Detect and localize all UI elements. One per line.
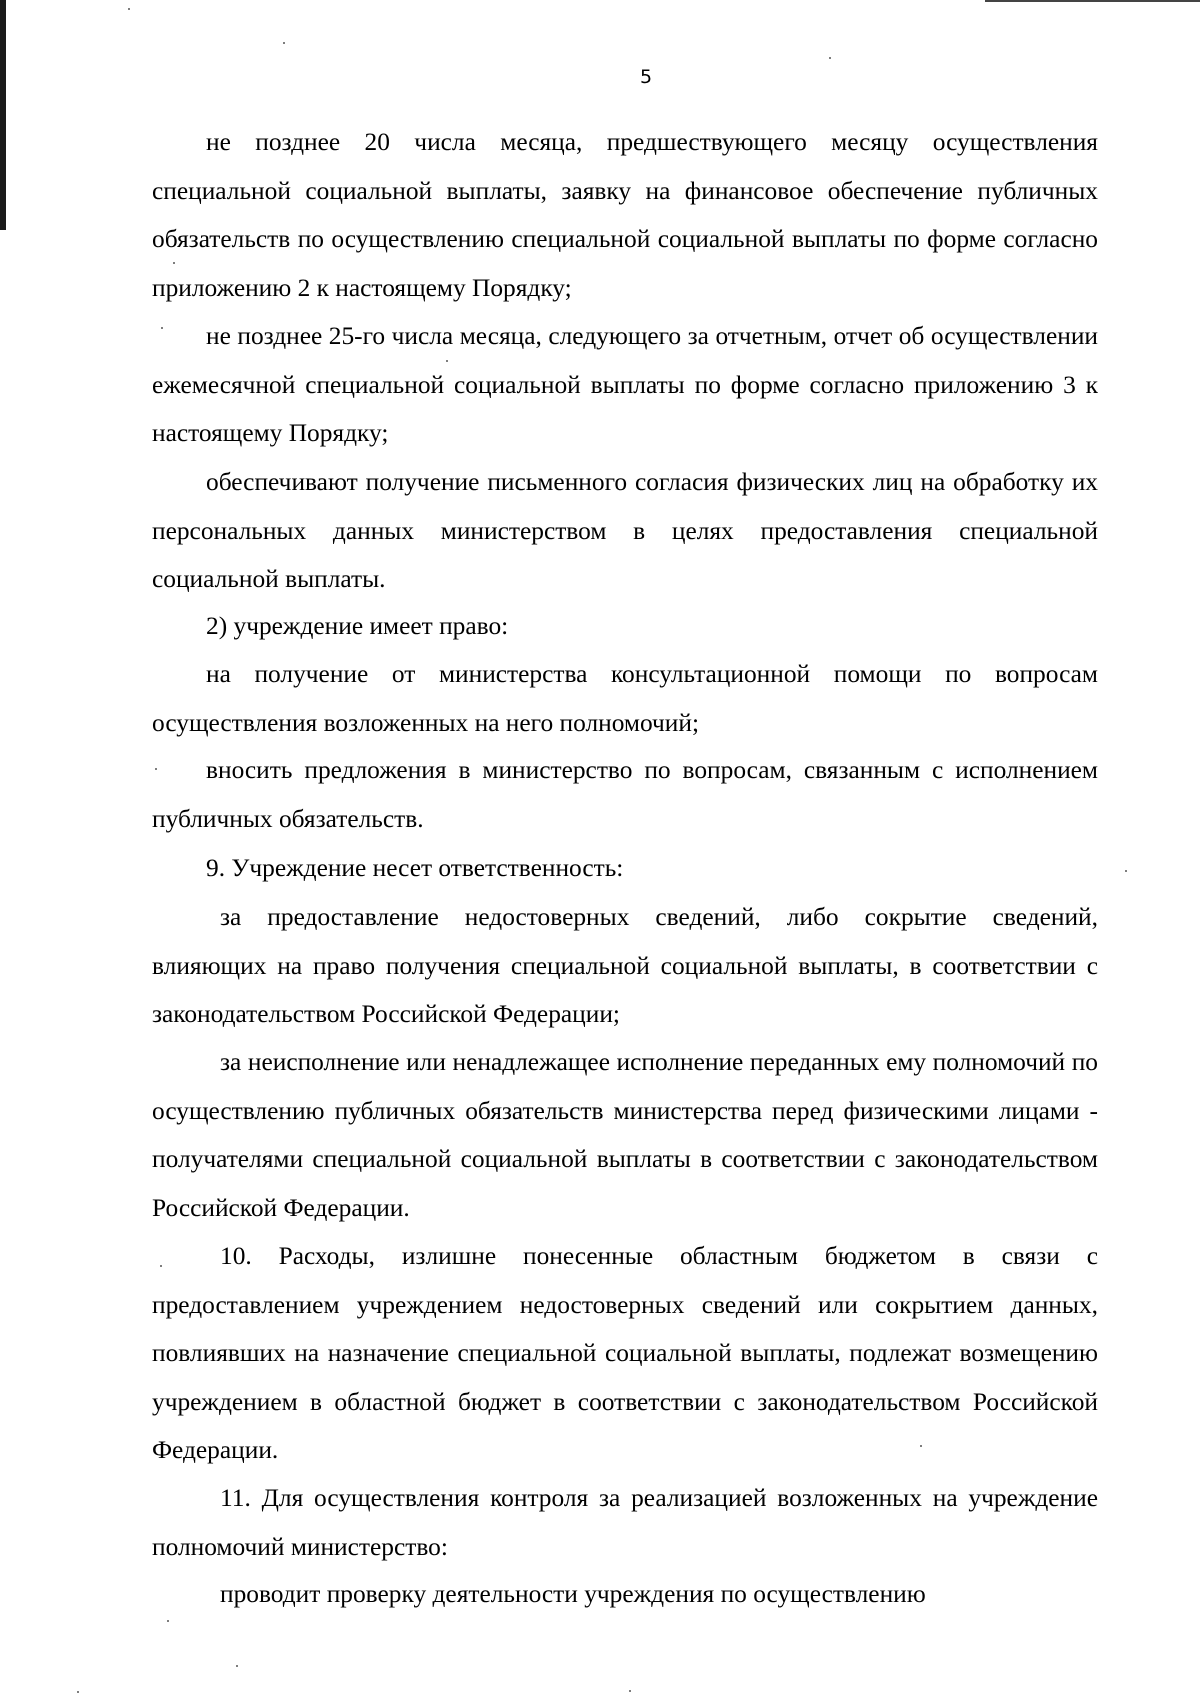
- scan-speck: [167, 1620, 169, 1622]
- paragraph-11: 11. Для осуществления контроля за реализацией возложенных на учреждение полномочий министерство:: [152, 1484, 1098, 1561]
- paragraph-12: проводит проверку деятельности учреждения по осуществлению: [220, 1580, 926, 1608]
- paragraph-1: не позднее 20 числа месяца, предшествующего месяцу осуществления специальной социальной выплаты, заявку на финансовое обеспечение публичных обязательств по осуществлению специальной социальной выплаты по форме согласно приложению 2 к настоящему Порядку;: [152, 128, 1098, 302]
- paragraph-4: 2) учреждение имеет право:: [206, 612, 509, 640]
- scan-speck: [1125, 870, 1127, 872]
- paragraph-8: за предоставление недостоверных сведений, либо сокрытие сведений, влияющих на право получения специальной социальной выплаты, в соответствии с законодательством Российской Федерации;: [152, 903, 1098, 1028]
- paragraph-7: 9. Учреждение несет ответственность:: [206, 854, 624, 882]
- paragraph-6: вносить предложения в министерство по вопросам, связанным с исполнением публичных обязательств.: [152, 756, 1098, 833]
- scan-speck: [77, 1691, 79, 1693]
- scan-speck: [829, 57, 831, 59]
- scan-speck: [629, 1690, 631, 1692]
- scan-speck: [283, 42, 285, 44]
- scan-speck: [128, 8, 130, 10]
- scan-speck: [236, 1665, 238, 1667]
- paragraph-5: на получение от министерства консультационной помощи по вопросам осуществления возложенных на него полномочий;: [152, 660, 1098, 737]
- paragraph-9: за неисполнение или ненадлежащее исполнение переданных ему полномочий по осуществлению публичных обязательств министерства перед физическими лицами - получателями специальной социальной выплаты в соответствии с законодательством Российской Федерации.: [152, 1048, 1098, 1222]
- paragraph-2: не позднее 25-го числа месяца, следующего за отчетным, отчет об осуществлении ежемесячной специальной социальной выплаты по форме согласно приложению 3 к настоящему Порядку;: [152, 322, 1098, 447]
- scan-edge-shadow: [0, 0, 6, 230]
- paragraph-10: 10. Расходы, излишне понесенные областным бюджетом в связи с предоставлением учреждением недостоверных сведений или сокрытием данных, повлиявших на назначение специальной социальной выплаты, подлежат возмещению учреждением в областной бюджет в соответствии с законодательством Российской Федерации.: [152, 1242, 1098, 1464]
- scan-top-line: [985, 0, 1200, 2]
- page-number: 5: [640, 66, 653, 88]
- paragraph-3: обеспечивают получение письменного согласия физических лиц на обработку их персональных данных министерством в целях предоставления специальной социальной выплаты.: [152, 468, 1098, 593]
